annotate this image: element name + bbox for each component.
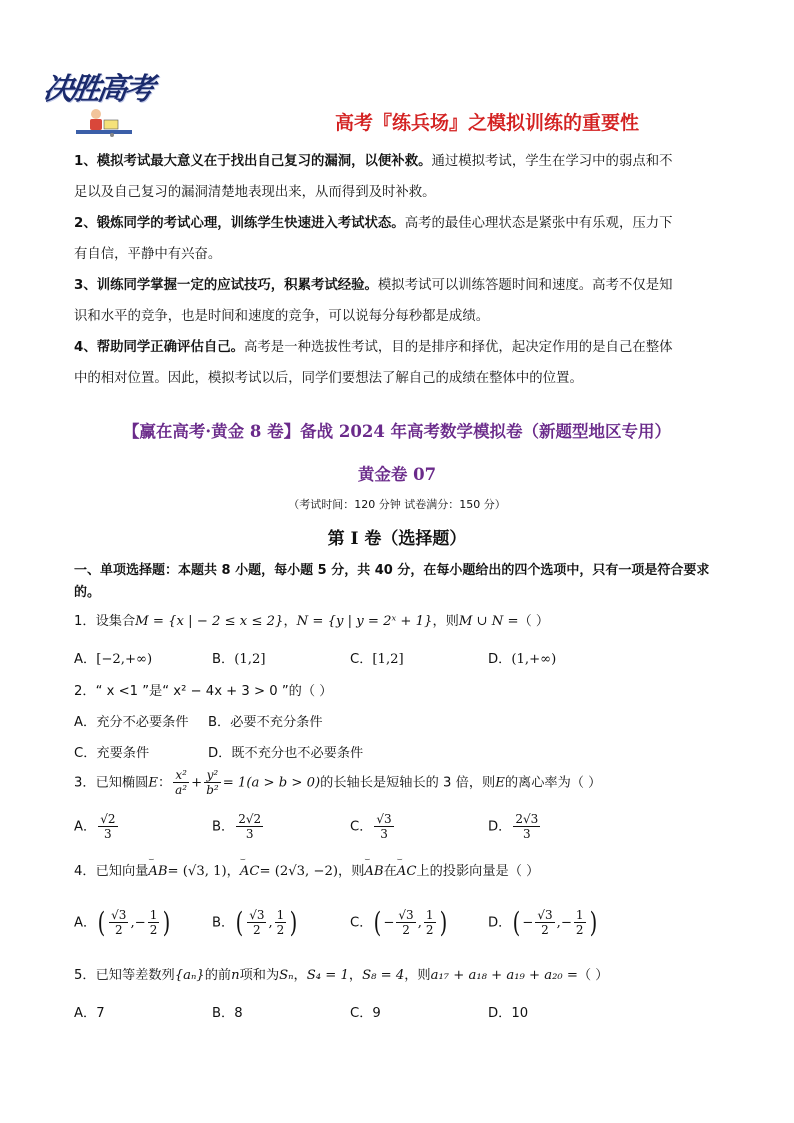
q4-option-d-frac2 bbox=[574, 908, 586, 937]
q4-vector-ac: ⌣ AC bbox=[240, 864, 260, 879]
intro-item-4-line2: 中的相对位置。因此，模拟考试以后，同学们要想法了解自己的成绩在整体中的位置。 bbox=[74, 371, 583, 386]
q4-option-d-num2: 1 bbox=[575, 908, 584, 922]
q2-option-d[interactable]: D．既不充分也不必要条件 bbox=[208, 746, 364, 761]
question-2: 2．“ x <1 ”是“ x² − 4x + 3 > 0 ”的（ ） bbox=[74, 684, 333, 699]
q3-plus: + bbox=[191, 775, 203, 791]
q1-option-c-value: [1,2] bbox=[372, 652, 404, 667]
q3-option-d[interactable] bbox=[488, 812, 542, 841]
q5-sequence: {aₙ} bbox=[174, 968, 205, 983]
q4-option-d-den2: 2 bbox=[575, 923, 584, 937]
q4-option-b-lparen: ( bbox=[235, 906, 244, 939]
q3-e: E bbox=[148, 775, 158, 791]
intro-item-2-line2: 有自信，平静中有兴奋。 bbox=[74, 247, 222, 262]
q3-stem: 3．已知椭圆 bbox=[74, 775, 149, 791]
q4-option-d[interactable] bbox=[488, 906, 598, 939]
q3-colon: ： bbox=[157, 775, 172, 791]
q4-option-d-lparen: ( bbox=[512, 906, 521, 939]
q4-option-d-frac1 bbox=[535, 908, 554, 937]
q1-option-d[interactable] bbox=[488, 648, 556, 667]
q5-stem-b: 的前 bbox=[204, 968, 232, 983]
q4-option-c-label: C． bbox=[350, 915, 373, 931]
q4-option-a-frac2 bbox=[148, 908, 160, 937]
q4-vector-ab-2: ⌣ AB bbox=[364, 864, 383, 879]
q4-vector-ab: ⌣ AB bbox=[148, 864, 167, 879]
q1-option-c-label: C． bbox=[350, 652, 373, 667]
q4-option-b-den2: 2 bbox=[276, 923, 285, 937]
q3-option-c-num: √3 bbox=[376, 812, 392, 826]
q4-comma: ， bbox=[226, 864, 240, 879]
q3-eq-rest: = 1(a > b > 0) bbox=[222, 775, 321, 791]
q3-option-b-label: B． bbox=[212, 819, 235, 835]
q4-option-b-frac1 bbox=[247, 908, 266, 937]
q4-option-b-num2: 1 bbox=[276, 908, 285, 922]
q4-option-a-num2: 1 bbox=[149, 908, 158, 922]
intro-item-4 bbox=[74, 332, 730, 394]
question-1 bbox=[74, 610, 549, 629]
question-5: 5．已知等差数列{aₙ}的前n项和为Sₙ，S₄ = 1，S₈ = 4，则a₁₇ + a₁₈ + a₁₉ + a₂₀ =（ ） bbox=[74, 968, 609, 983]
q4-option-a-sep: ,− bbox=[130, 915, 146, 931]
q4-option-a-label: A． bbox=[74, 915, 97, 931]
intro-item-1-bold: 1、模拟考试最大意义在于找出自己复习的漏洞，以便补救。 bbox=[74, 154, 432, 169]
q3-option-c-label: C． bbox=[350, 819, 373, 835]
q4-vector-ab-value: = (√3, 1) bbox=[167, 864, 227, 879]
q5-stem-d: ，则 bbox=[404, 968, 431, 983]
q1-option-d-label: D． bbox=[488, 652, 512, 667]
q4-option-a-lparen: ( bbox=[97, 906, 106, 939]
q4-option-c-num1: √3 bbox=[398, 908, 414, 922]
q3-stem-b: 的长轴长是短轴长的 3 倍，则 bbox=[320, 775, 496, 791]
q4-option-a-rparen: ) bbox=[162, 906, 171, 939]
q1-option-b-label: B． bbox=[212, 652, 235, 667]
q4-stem: 4．已知向量 bbox=[74, 864, 149, 879]
logo-text: 决胜高考 bbox=[41, 72, 154, 107]
q4-option-a-den1: 2 bbox=[114, 923, 123, 937]
q3-option-b-num: 2√2 bbox=[238, 812, 262, 826]
intro-item-1-text: 通过模拟考试，学生在学习中的弱点和不 bbox=[431, 154, 673, 169]
q3-e-2: E bbox=[495, 775, 505, 791]
q1-option-d-value: (1,+∞) bbox=[511, 652, 557, 667]
q3-option-d-frac bbox=[513, 812, 540, 841]
intro-item-3 bbox=[74, 270, 730, 332]
q4-option-d-sign: − bbox=[522, 915, 534, 931]
intro-item-4-bold: 4、帮助同学正确评估自己。 bbox=[74, 340, 245, 355]
intro-section bbox=[74, 146, 730, 394]
q3-option-d-den: 3 bbox=[522, 827, 531, 841]
q5-s4: S₄ = 1 bbox=[306, 968, 349, 983]
q5-n: n bbox=[231, 968, 240, 983]
question-4 bbox=[74, 860, 539, 879]
q3-option-d-label: D． bbox=[488, 819, 512, 835]
intro-item-2 bbox=[74, 208, 730, 270]
q1-stem: 1．设集合 bbox=[74, 614, 136, 629]
q2-option-b[interactable]: B．必要不充分条件 bbox=[208, 715, 323, 730]
q3-option-c[interactable] bbox=[350, 812, 396, 841]
q4-stem-c: 在 bbox=[383, 864, 397, 879]
q3-frac-y-num: y² bbox=[204, 768, 221, 783]
intro-item-3-text: 模拟考试可以训练答题时间和速度。高考不仅是知 bbox=[377, 278, 673, 293]
intro-item-3-bold: 3、训练同学掌握一定的应试技巧，积累考试经验。 bbox=[74, 278, 378, 293]
q5-option-b[interactable]: B．8 bbox=[212, 1006, 243, 1021]
q3-frac-x bbox=[173, 768, 189, 797]
q4-option-b-rparen: ) bbox=[289, 906, 298, 939]
section-heading: 一、单项选择题：本题共 8 小题，每小题 5 分，共 40 分，在每小题给出的四个选项中，只有一项是符合要求的。 bbox=[74, 563, 710, 600]
q1-option-a-value: [−2,+∞) bbox=[96, 652, 153, 667]
q3-option-a-frac bbox=[98, 812, 117, 841]
q4-option-c-frac1 bbox=[396, 908, 415, 937]
q4-option-d-rparen: ) bbox=[589, 906, 597, 939]
q4-option-b-label: B． bbox=[212, 915, 235, 931]
intro-item-2-text: 高考的最佳心理状态是紧张中有乐观，压力下 bbox=[404, 216, 673, 231]
q4-stem-d: 上的投影向量是（ ） bbox=[416, 864, 540, 879]
q3-option-d-num: 2√3 bbox=[515, 812, 539, 826]
q3-frac-y-den: b² bbox=[206, 783, 219, 797]
q4-option-a[interactable] bbox=[74, 906, 172, 939]
q4-option-d-label: D． bbox=[488, 915, 512, 931]
q4-option-d-num1: √3 bbox=[537, 908, 553, 922]
q3-option-c-den: 3 bbox=[380, 827, 388, 841]
intro-item-2-bold: 2、锻炼同学的考试心理，训练学生快速进入考试状态。 bbox=[74, 216, 405, 231]
q3-option-a-label: A． bbox=[74, 819, 97, 835]
q4-option-a-den2: 2 bbox=[149, 923, 158, 937]
q4-option-c-lparen: ( bbox=[374, 906, 382, 939]
q5-stem-c: 项和为 bbox=[239, 968, 280, 983]
q3-stem-c: 的离心率为（ ） bbox=[504, 775, 602, 791]
part-title: 第 I 卷（选择题） bbox=[327, 529, 467, 549]
intro-item-4-text: 高考是一种选拔性考试，目的是排序和择优，起决定作用的是自己在整体 bbox=[244, 340, 673, 355]
q3-option-a[interactable] bbox=[74, 812, 120, 841]
q4-option-b-sep: , bbox=[268, 915, 273, 931]
q1-stem-b: ，则 bbox=[432, 614, 459, 629]
q4-option-d-den1: 2 bbox=[541, 923, 549, 937]
q4-option-c-sign: − bbox=[383, 915, 395, 931]
q2-option-c[interactable]: C．充要条件 bbox=[74, 746, 150, 761]
q3-option-b-frac bbox=[236, 812, 263, 841]
q1-tail: （ ） bbox=[518, 614, 550, 629]
q3-option-a-den: 3 bbox=[104, 827, 112, 841]
q3-option-b-den: 3 bbox=[245, 827, 254, 841]
q3-option-a-num: √2 bbox=[100, 812, 116, 826]
q1-union: M ∪ N = bbox=[458, 614, 519, 629]
q3-frac-x-den: a² bbox=[175, 783, 188, 797]
q1-option-a-label: A． bbox=[74, 652, 97, 667]
q5-option-d[interactable]: D．10 bbox=[488, 1006, 529, 1021]
q4-option-a-num1: √3 bbox=[111, 908, 127, 922]
q4-option-c-den2: 2 bbox=[425, 923, 434, 937]
q4-option-c-num2: 1 bbox=[425, 908, 434, 922]
q4-option-c-rparen: ) bbox=[439, 906, 447, 939]
q4-option-c-sep: , bbox=[417, 915, 422, 931]
q5-tail: （ ） bbox=[577, 968, 609, 983]
exam-meta: （考试时间：120 分钟 试卷满分：150 分） bbox=[288, 498, 506, 511]
q5-s8: S₈ = 4 bbox=[362, 968, 405, 983]
q4-option-b-frac2 bbox=[275, 908, 287, 937]
exam-title: 【赢在高考·黄金 8 卷】备战 2024 年高考数学模拟卷（新题型地区专用） bbox=[122, 422, 672, 441]
q4-stem-b: ，则 bbox=[338, 864, 365, 879]
q3-option-b[interactable] bbox=[212, 812, 265, 841]
q5-sum: a₁₇ + a₁₈ + a₁₉ + a₂₀ = bbox=[430, 968, 578, 983]
banner-title: 高考『练兵场』之模拟训练的重要性 bbox=[334, 112, 639, 134]
q4-vector-ac-2: ⌣ AC bbox=[397, 864, 417, 879]
q4-option-c-frac2 bbox=[424, 908, 436, 937]
q1-sep: ， bbox=[283, 614, 297, 629]
q4-option-b[interactable] bbox=[212, 906, 299, 939]
q1-set-n: N = {y | y = 2ˣ + 1} bbox=[296, 614, 433, 629]
q4-option-d-sep: ,− bbox=[556, 915, 572, 931]
paper-number: 黄金卷 07 bbox=[357, 465, 437, 484]
q5-option-a[interactable]: A．7 bbox=[74, 1006, 105, 1021]
q3-frac-y bbox=[204, 768, 221, 797]
intro-item-3-line2: 识和水平的竞争，也是时间和速度的竞争，可以说每分每秒都是成绩。 bbox=[74, 309, 490, 324]
q4-vector-ac-value: = (2√3, −2) bbox=[259, 864, 339, 879]
q3-frac-x-num: x² bbox=[173, 768, 189, 783]
q5-stem: 5．已知等差数列 bbox=[74, 968, 175, 983]
q4-option-b-num1: √3 bbox=[249, 908, 265, 922]
q4-option-c-den1: 2 bbox=[402, 923, 410, 937]
q1-option-c[interactable] bbox=[350, 648, 404, 667]
question-3 bbox=[74, 768, 601, 797]
intro-item-1-line2: 足以及自己复习的漏洞清楚地表现出来，从而得到及时补救。 bbox=[74, 185, 436, 200]
intro-item-1 bbox=[74, 146, 730, 208]
q1-option-b[interactable] bbox=[212, 648, 266, 667]
q1-option-b-value: (1,2] bbox=[234, 652, 266, 667]
q4-option-b-den1: 2 bbox=[253, 923, 261, 937]
q5-option-c[interactable]: C．9 bbox=[350, 1006, 381, 1021]
q1-set-m: M = {x | − 2 ≤ x ≤ 2} bbox=[135, 614, 284, 629]
q4-option-c[interactable] bbox=[350, 906, 448, 939]
q5-sn: Sₙ bbox=[279, 968, 294, 983]
q1-option-a[interactable] bbox=[74, 648, 152, 667]
q3-option-c-frac bbox=[374, 812, 393, 841]
q2-option-a[interactable]: A．充分不必要条件 bbox=[74, 715, 189, 730]
q4-option-a-frac1 bbox=[109, 908, 128, 937]
